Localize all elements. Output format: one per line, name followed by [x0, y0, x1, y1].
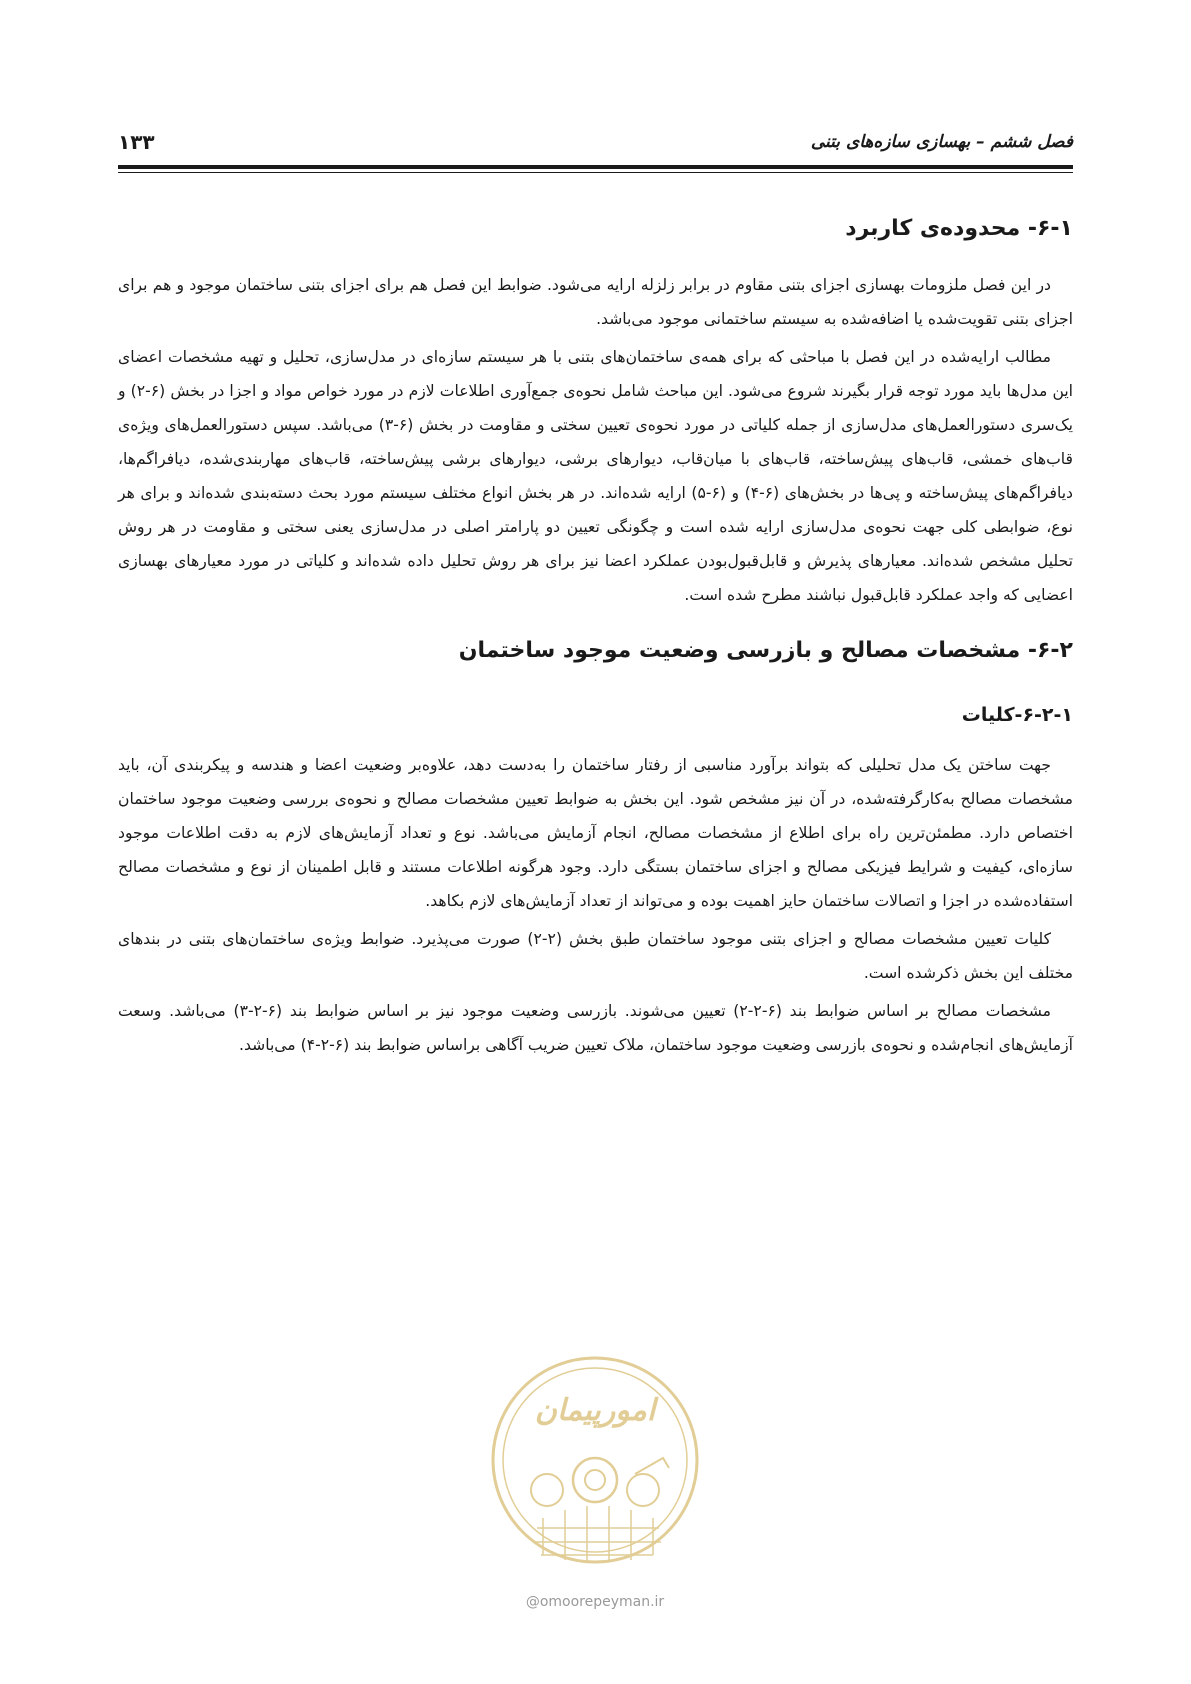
page-content: [118, 212, 1073, 1066]
paragraph: مشخصات مصالح بر اساس ضوابط بند (۶-۲-۲) تعیین می‌شوند. بازرسی وضعیت موجود نیز بر اساس ضوابط بند (۶-۲-۳) می‌باشد. وسعت آزمایش‌های انجام‌شده و نحوه‌ی بازرسی وضعیت موجود ساختمان، ملاک تعیین ضریب آگاهی براساس ضوابط بند (۶-۲-۴) می‌باشد.: [118, 1002, 1073, 1054]
watermark-url: @omoorepeyman.ir: [525, 1594, 665, 1610]
chapter-title: فصل ششم – بهسازی سازه‌های بتنی: [810, 132, 1073, 152]
paragraph: مطالب ارایه‌شده در این فصل با مباحثی که برای همه‌ی ساختمان‌های بتنی با هر سیستم سازه‌ای در مدل‌سازی، تحلیل و تهیه مشخصات اعضای این مدل‌ها باید مورد توجه قرار بگیرند شروع می‌شود. این مباحث شامل نحوه‌ی جمع‌آوری اطلاعات لازم در مورد خواص مواد و اجزا در بخش (۶-۲) و یک‌سری دستورالعمل‌های مدل‌سازی از جمله کلیاتی در مورد نحوه‌ی تعیین سختی و مقاومت در بخش (۶-۳) می‌باشد. سپس دستورالعمل‌های ویژه‌ی قاب‌های خمشی، قاب‌های پیش‌ساخته، قاب‌های با میان‌قاب، دیوارهای برشی، دیوارهای برشی پیش‌ساخته، قاب‌های مهاربندی‌شده، دیافراگم‌ها، دیافراگم‌های پیش‌ساخته و پی‌ها در بخش‌های (۶-۴) و (۶-۵) ارایه شده‌اند. در هر بخش انواع مختلف سیستم مورد بحث دسته‌بندی شده‌اند و برای هر نوع، ضوابطی کلی جهت نحوه‌ی مدل‌سازی ارایه شده است و چگونگی تعیین دو پارامتر اصلی در مدل‌سازی یعنی سختی و مقاومت در هر روش تحلیل مشخص شده‌اند. معیارهای پذیرش و قابل‌قبول‌بودن عملکرد اعضا نیز برای هر روش تحلیل داده شده‌اند و کلیاتی در مورد معیارهای بهسازی اعضایی که واجد عملکرد قابل‌قبول نباشند مطرح شده است.: [118, 348, 1073, 604]
subsection-heading-6-2-1: ۶-۲-۱-کلیات: [961, 704, 1073, 726]
watermark-logo: [485, 1350, 705, 1580]
header-rule-thin: [118, 172, 1073, 173]
section-heading-6-1: ۶-۱- محدوده‌ی کاربرد: [845, 216, 1073, 241]
paragraph: در این فصل ملزومات بهسازی اجزای بتنی مقاوم در برابر زلزله ارایه می‌شود. ضوابط این فصل هم برای اجزای بتنی ساختمان موجود و هم برای اجزای بتنی تقویت‌شده یا اضافه‌شده به سیستم ساختمانی موجود می‌باشد.: [118, 276, 1073, 328]
header-rule-thick: [118, 165, 1073, 169]
paragraph: جهت ساختن یک مدل تحلیلی که بتواند برآورد مناسبی از رفتار ساختمان را به‌دست دهد، علاوه‌بر وضعیت اعضا و هندسه و پیکربندی آن، باید مشخصات مصالح به‌کارگرفته‌شده، در آن نیز مشخص شود. این بخش به ضوابط تعیین مشخصات مصالح و نحوه‌ی بررسی وضعیت موجود ساختمان اختصاص دارد. مطمئن‌ترین راه برای اطلاع از مشخصات مصالح، انجام آزمایش می‌باشد. نوع و تعداد آزمایش‌های لازم به دقت اطلاعات موجود سازه‌ای، کیفیت و شرایط فیزیکی مصالح و اجزای ساختمان بستگی دارد. وجود هرگونه اطلاعات مستند و قابل اطمینان از نوع و مشخصات مصالح استفاده‌شده در اجزا و اتصالات ساختمان حایز اهمیت بوده و می‌تواند از تعداد آزمایش‌های لازم بکاهد.: [118, 756, 1073, 910]
page-header: [118, 122, 1073, 162]
watermark-logo-text: امورپیمان: [534, 1393, 656, 1428]
page-number: ۱۳۳: [118, 130, 155, 154]
section-heading-6-2: ۶-۲- مشخصات مصالح و بازرسی وضعیت موجود ساختمان: [458, 638, 1073, 663]
paragraph: کلیات تعیین مشخصات مصالح و اجزای بتنی موجود ساختمان طبق بخش (۲-۲) صورت می‌پذیرد. ضوابط ویژه‌ی ساختمان‌های بتنی در بندهای مختلف این بخش ذکرشده است.: [118, 930, 1073, 982]
